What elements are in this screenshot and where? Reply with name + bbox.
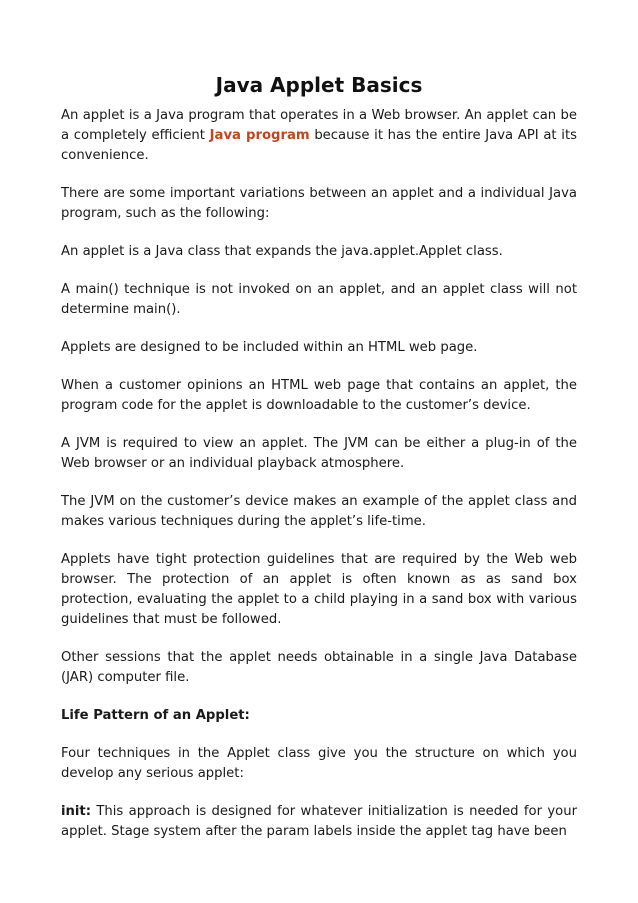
java-program-link[interactable]: Java program [209,128,310,143]
paragraph-main-method: A main() technique is not invoked on an applet, and an applet class will not determine main(). [61,282,577,317]
paragraph-download: When a customer opinions an HTML web page that contains an applet, the program code for the applet is downloadable to the customer’s device. [61,378,577,413]
intro-text-after: because it has the entire Java API at its convenience. [61,128,577,163]
paragraph-intro [61,106,577,166]
paragraph-jvm: A JVM is required to view an applet. The JVM can be either a plug-in of the Web browser or an individual playback atmosphere. [61,436,577,471]
paragraph-init [61,802,577,842]
init-term: init: [61,804,92,819]
paragraph-html-page: Applets are designed to be included within an HTML web page. [61,340,478,355]
paragraph-applet-class: An applet is a Java class that expands the java.applet.Applet class. [61,244,503,259]
page-title: Java Applet Basics [215,73,423,97]
paragraph-jvm-device: The JVM on the customer’s device makes an example of the applet class and makes various techniques during the applet’s life-time. [61,494,577,529]
paragraph-sandbox: Applets have tight protection guidelines that are required by the Web web browser. The protection of an applet is often known as as sand box protection, evaluating the applet to a child playing in a sand box with various guidelines that must be followed. [61,552,577,627]
paragraph-four-techniques: Four techniques in the Applet class give you the structure on which you develop any serious applet: [61,746,577,781]
init-text: This approach is designed for whatever initialization is needed for your applet. Stage system after the param labels inside the applet tag have been [61,804,577,839]
section-heading-life-pattern: Life Pattern of an Applet: [61,708,250,723]
paragraph-jar: Other sessions that the applet needs obtainable in a single Java Database (JAR) computer file. [61,650,577,685]
intro-text-before: An applet is a Java program that operates in a Web browser. An applet can be a completely efficient [61,108,577,143]
paragraph-variations: There are some important variations between an applet and a individual Java program, such as the following: [61,186,577,221]
